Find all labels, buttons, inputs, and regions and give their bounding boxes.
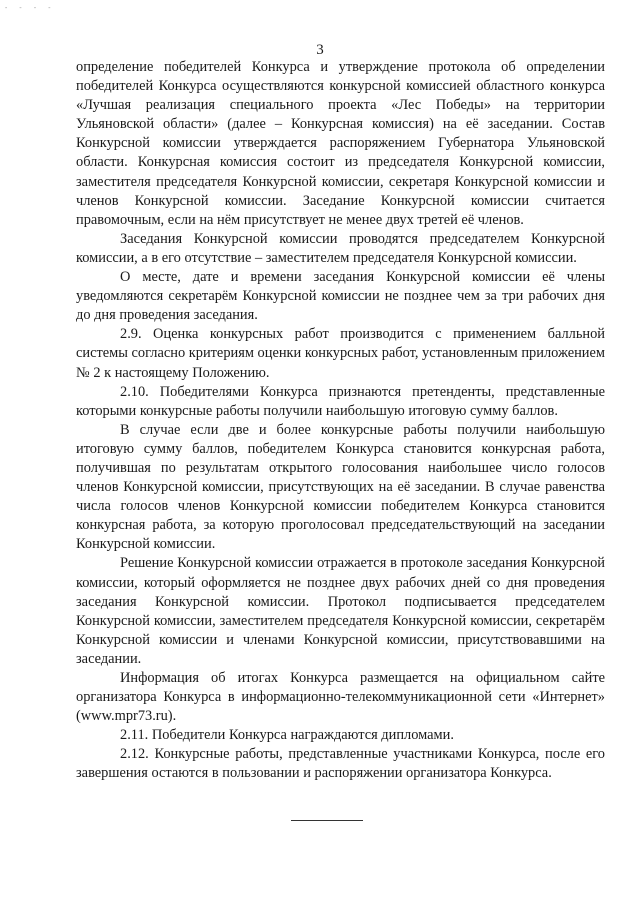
paragraph-tie-break: В случае если две и более конкурсные работы получили наибольшую итоговую сумму баллов, победителем Конкурса становится конкурсная работа, получившая по результатам открытого голосования наибольшее число голосов членов Конкурсной комиссии, присутствующих на её заседании. В случае равенства числа голосов членов Конкурсной комиссии победителем Конкурса становится конкурсная работа, за которую проголосовал председательствующий на заседании Конкурсной комиссии. — [76, 421, 605, 553]
paragraph-meeting-notice: О месте, дате и времени заседания Конкурсной комиссии её члены уведомляются секретарём Конкурсной комиссии не позднее чем за три рабочих дня до дня проведения заседания. — [76, 269, 605, 324]
paragraph-protocol: Решение Конкурсной комиссии отражается в протоколе заседания Конкурсной комиссии, который оформляется не позднее двух рабочих дней со дня проведения заседания Конкурсной комиссии. Протокол подписывается председателем Конкурсной комиссии, заместителем председателя Конкурсной комиссии, секретарём Конкурсной комиссии и членами Конкурсной комиссии, присутствовавшими на заседании. — [76, 555, 605, 667]
paragraph-commission-composition: определение победителей Конкурса и утверждение протокола об определении победителей Конкурса осуществляются конкурсной комиссией областного конкурса «Лучшая реализация специального проекта «Лес Победы» на территории Ульяновской области» (далее – Конкурсная комиссия) на её заседании. Состав Конкурсной комиссии утверждается распоряжением Губернатора Ульяновской области. Конкурсная комиссия состоит из председателя Конкурсной комиссии, заместителя председателя Конкурсной комиссии, секретаря Конкурсной комиссии и членов Конкурсной комиссии. Заседание Конкурсной комиссии считается правомочным, если на нём присутствует не менее двух третей её членов. — [76, 59, 605, 228]
document-body — [76, 58, 605, 784]
paragraph-2-11: 2.11. Победители Конкурса награждаются дипломами. — [120, 727, 454, 744]
scan-corner-marks: ‐ ‐ ‐ ‐ — [4, 4, 55, 12]
page-number: 3 — [316, 42, 324, 58]
paragraph-meetings-chair: Заседания Конкурсной комиссии проводятся председателем Конкурсной комиссии, а в его отсутствие – заместителем председателя Конкурсной комиссии. — [76, 230, 605, 266]
paragraph-2-9: 2.9. Оценка конкурсных работ производится с применением балльной системы согласно критериям оценки конкурсных работ, установленным приложением № 2 к настоящему Положению. — [76, 326, 605, 381]
paragraph-results-publication: Информация об итогах Конкурса размещается на официальном сайте организатора Конкурса в информационно-телекоммуникационной сети «Интернет» (www.mpr73.ru). — [76, 670, 605, 725]
paragraph-2-10: 2.10. Победителями Конкурса признаются претенденты, представленные которыми конкурсные работы получили наибольшую итоговую сумму баллов. — [76, 383, 605, 419]
end-divider — [291, 820, 363, 821]
paragraph-2-12: 2.12. Конкурсные работы, представленные участниками Конкурса, после его завершения остаются в пользовании и распоряжении организатора Конкурса. — [76, 746, 605, 782]
